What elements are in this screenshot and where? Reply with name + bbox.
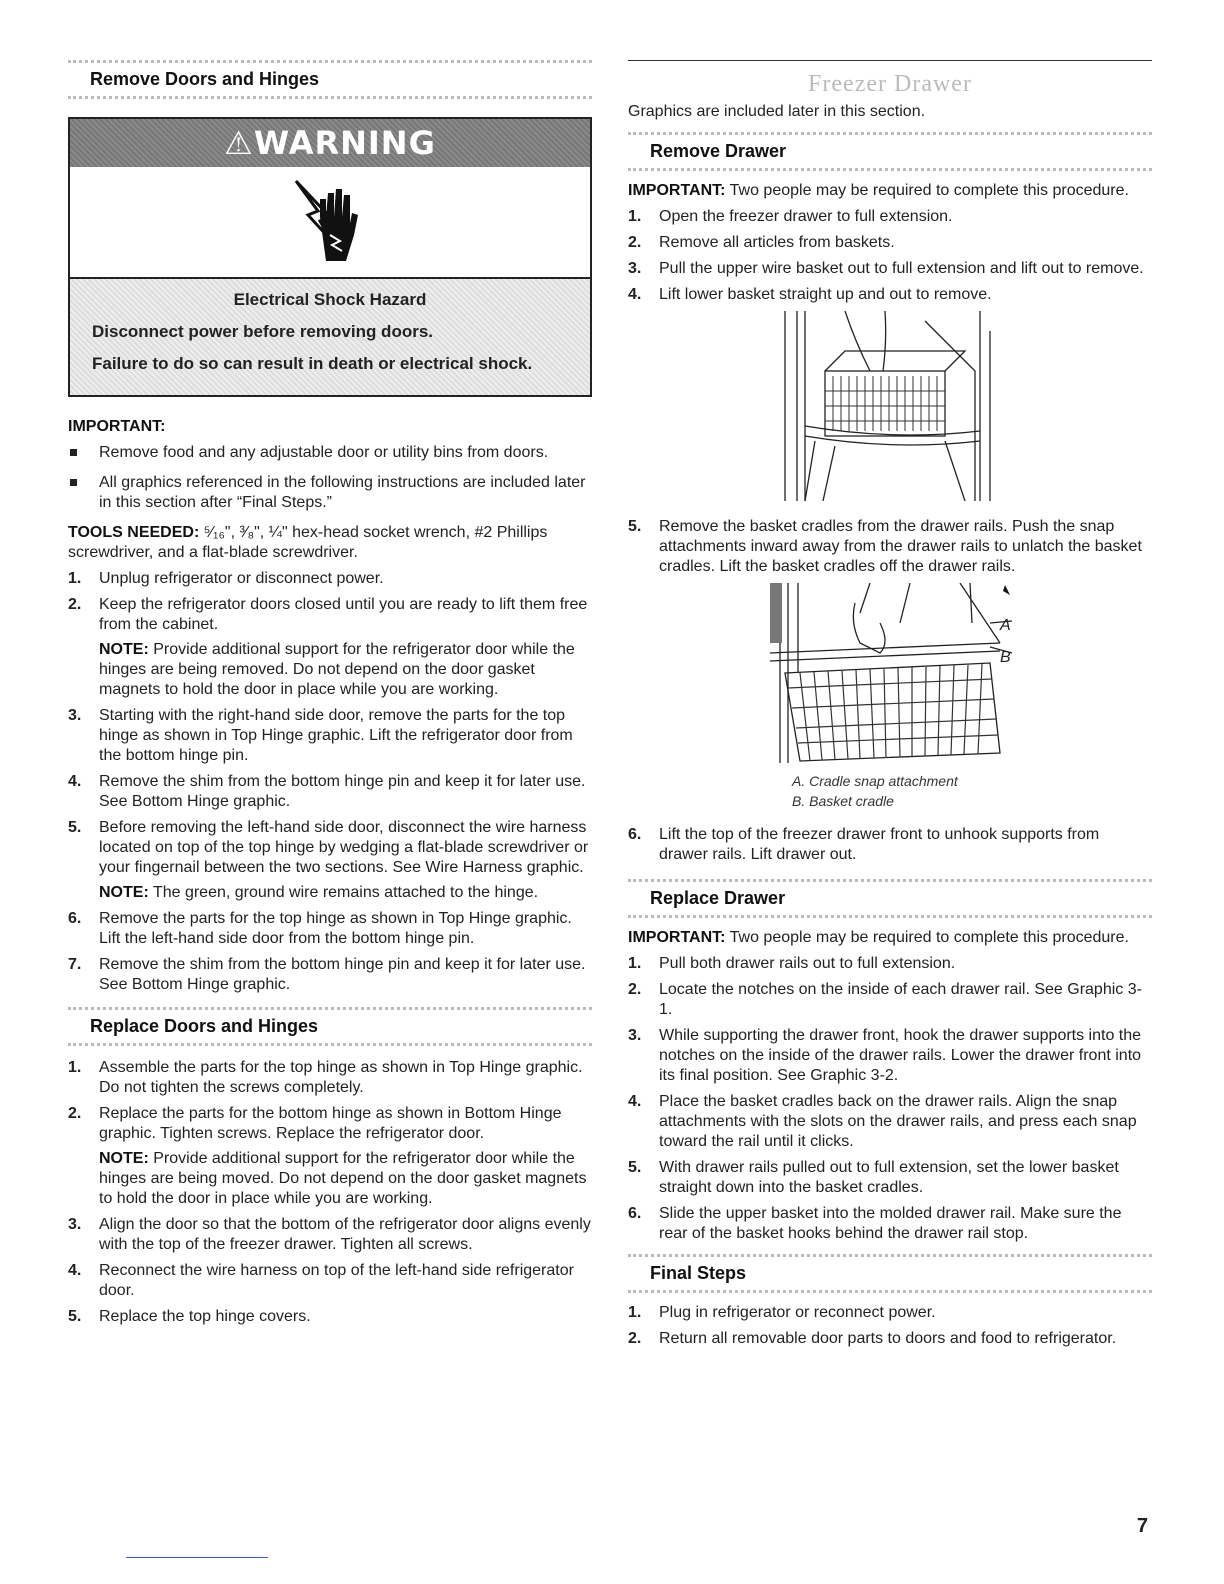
warning-box (68, 117, 592, 397)
figure-label-a: A (1000, 617, 1011, 634)
warning-line-1: Disconnect power before removing doors. (92, 322, 434, 341)
list-item: 1. Unplug refrigerator or disconnect power. (68, 570, 384, 587)
top-rule (628, 60, 1152, 61)
shock-hazard-icon (70, 167, 590, 279)
list-item: 3. Starting with the right-hand side door, remove the parts for the top hinge as shown in Top Hinge graphic. Lift the refrigerator door from the bottom hinge pin. (68, 707, 573, 764)
warning-body (70, 279, 590, 395)
important-bullets (68, 443, 592, 513)
bullet-item: All graphics referenced in the following instructions are included later in this section after “Final Steps.” (68, 473, 592, 513)
list-item: 5. Remove the basket cradles from the drawer rails. Push the snap attachments inward away from the drawer rails to unlatch the basket cradles. Lift the basket cradles off the drawer rails. (628, 518, 1142, 575)
list-item: 5. Before removing the left-hand side door, disconnect the wire harness located on top of the top hinge by wedging a flat-blade screwdriver or your fingernail between the two sections. See Wire Harness graphic. NOTE: The green, ground wire remains attached to the hinge. (68, 818, 592, 903)
list-item: 2. Return all removable door parts to doors and food to refrigerator. (628, 1330, 1117, 1347)
note: NOTE: Provide additional support for the refrigerator door while the hinges are being removed. Do not depend on the door gasket magnets to hold the door in place while you are working. (99, 641, 575, 698)
list-item: 4. Remove the shim from the bottom hinge pin and keep it for later use. See Bottom Hinge graphic. (68, 773, 586, 810)
remove-drawer-steps-b (628, 517, 1152, 577)
caption-b: B. Basket cradle (792, 793, 894, 809)
list-item: 2. Keep the refrigerator doors closed until you are ready to lift them free from the cabinet. NOTE: Provide additional support for the refrigerator door while the hinges are being removed. Do not depend on the door gasket magnets to hold the door in place while you are working. (68, 595, 592, 700)
list-item: 1. Plug in refrigerator or reconnect power. (628, 1304, 936, 1321)
list-item: 2. Remove all articles from baskets. (628, 234, 895, 251)
footer-rule (126, 1557, 268, 1558)
list-item: 2. Replace the parts for the bottom hinge as shown in Bottom Hinge graphic. Tighten screws. Replace the refrigerator door. NOTE: Provide additional support for the refrigerator door while the hinges are being moved. Do not depend on the door gasket magnets to hold the door in place while you are working. (68, 1104, 592, 1209)
list-item: 3. While supporting the drawer front, hook the drawer supports into the notches on the inside of the drawer rails. Lower the drawer front into its final position. See Graphic 3-2. (628, 1027, 1142, 1084)
note: NOTE: The green, ground wire remains attached to the hinge. (99, 884, 539, 901)
tools-text: ⁵⁄₁₆", ³⁄₈", ¼" hex-head socket wrench, #2 Phillips screwdriver, and a flat-blade screwdriver. (68, 524, 548, 561)
section-replace-drawer-title: Replace Drawer (628, 879, 1152, 918)
warning-title: ⚠WARNING (224, 124, 436, 162)
right-column (628, 60, 1152, 1355)
list-item: 6. Lift the top of the freezer drawer front to unhook supports from drawer rails. Lift drawer out. (628, 826, 1100, 863)
note: NOTE: Provide additional support for the refrigerator door while the hinges are being moved. Do not depend on the door gasket magnets to hold the door in place while you are working. (99, 1150, 587, 1207)
list-item: 5. With drawer rails pulled out to full extension, set the lower basket straight down into the basket cradles. (628, 1159, 1119, 1196)
bullet-item: Remove food and any adjustable door or utility bins from doors. (68, 443, 592, 463)
list-item: 3. Align the door so that the bottom of the refrigerator door aligns evenly with the top of the freezer drawer. Tighten all screws. (68, 1216, 591, 1253)
remove-drawer-steps (628, 207, 1152, 305)
basket-removal-figure (628, 311, 1152, 501)
list-item: 5. Replace the top hinge covers. (68, 1308, 311, 1325)
figure-label-b: B (1000, 649, 1011, 666)
list-item: 6. Remove the parts for the top hinge as shown in Top Hinge graphic. Lift the left-hand side door from the bottom hinge pin. (68, 910, 572, 947)
section-remove-doors-title: Remove Doors and Hinges (68, 60, 592, 99)
page-title: Freezer Drawer (808, 71, 972, 97)
replace-doors-steps (68, 1058, 592, 1327)
remove-doors-steps (68, 569, 592, 995)
warning-line-2: Failure to do so can result in death or electrical shock. (92, 354, 533, 373)
list-item: 1. Assemble the parts for the top hinge as shown in Top Hinge graphic. Do not tighten the screws completely. (68, 1059, 583, 1096)
list-item: 4. Reconnect the wire harness on top of the left-hand side refrigerator door. (68, 1262, 574, 1299)
remove-drawer-steps-c (628, 825, 1152, 865)
tools-needed (68, 523, 592, 563)
intro-text: Graphics are included later in this section. (628, 103, 926, 120)
remove-important: IMPORTANT: Two people may be required to complete this procedure. (628, 182, 1129, 199)
page-number: 7 (1136, 1515, 1148, 1537)
replace-important: IMPORTANT: Two people may be required to complete this procedure. (628, 929, 1129, 946)
replace-drawer-steps (628, 954, 1152, 1244)
section-remove-drawer-title: Remove Drawer (628, 132, 1152, 171)
list-item: 1. Pull both drawer rails out to full extension. (628, 955, 956, 972)
list-item: 3. Pull the upper wire basket out to full extension and lift out to remove. (628, 260, 1144, 277)
section-replace-doors-title: Replace Doors and Hinges (68, 1007, 592, 1046)
list-item: 7. Remove the shim from the bottom hinge pin and keep it for later use. See Bottom Hinge graphic. (68, 956, 586, 993)
section-final-steps-title: Final Steps (628, 1254, 1152, 1293)
tools-label: TOOLS NEEDED: (68, 524, 200, 541)
list-item: 4. Lift lower basket straight up and out to remove. (628, 286, 992, 303)
list-item: 6. Slide the upper basket into the molded drawer rail. Make sure the rear of the basket hooks behind the drawer rail stop. (628, 1205, 1122, 1242)
cradle-figure (628, 583, 1152, 763)
caption-a: A. Cradle snap attachment (792, 773, 958, 789)
important-label: IMPORTANT: (68, 418, 166, 435)
warning-hazard: Electrical Shock Hazard (233, 290, 427, 309)
warning-banner (70, 119, 590, 167)
left-column (68, 60, 592, 1333)
final-steps (628, 1303, 1152, 1349)
list-item: 2. Locate the notches on the inside of each drawer rail. See Graphic 3-1. (628, 981, 1142, 1018)
list-item: 1. Open the freezer drawer to full extension. (628, 208, 953, 225)
list-item: 4. Place the basket cradles back on the drawer rails. Align the snap attachments with the slots on the drawer rails, and press each snap toward the rail until it clicks. (628, 1093, 1137, 1150)
